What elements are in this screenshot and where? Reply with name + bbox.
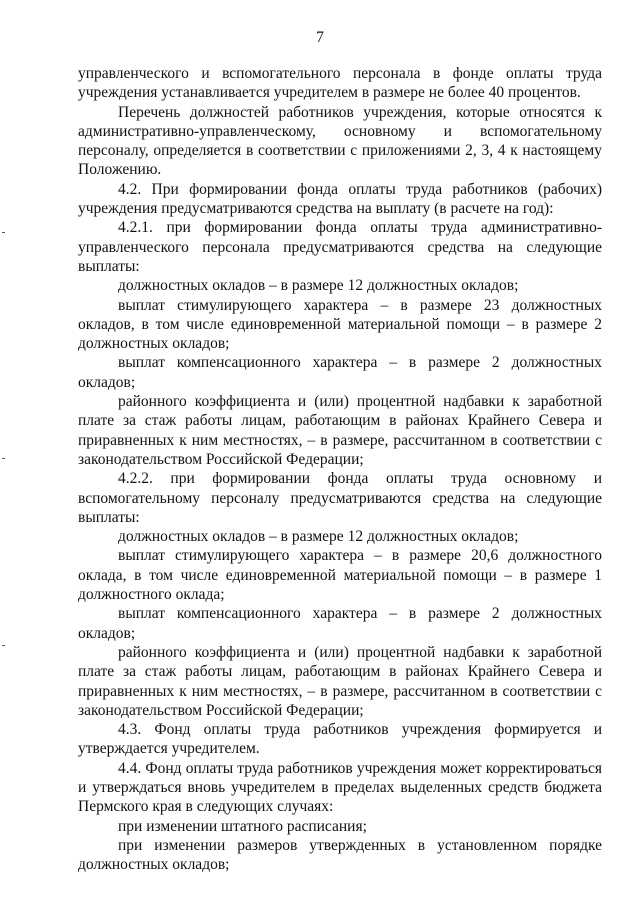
paragraph: выплат стимулирующего характера – в размере 20,6 должностного оклада, в том числе единовременной материальной помощи – в размере 1 должностного оклада; (78, 547, 602, 604)
paragraph: управленческого и вспомогательного персонала в фонде оплаты труда учреждения устанавливается учредителем в размере не более 40 процентов. (78, 65, 602, 102)
paragraph: при изменении размеров утвержденных в установленном порядке должностных окладов; (78, 836, 602, 874)
paragraph: 4.2.2. при формировании фонда оплаты труда основному и вспомогательному персоналу предусматриваются средства на следующие выплаты: (78, 470, 602, 526)
paragraph: при изменении штатного расписания; (118, 817, 367, 835)
paragraph: выплат компенсационного характера – в размере 2 должностных окладов; (78, 354, 602, 391)
paragraph: 4.2. При формировании фонда оплаты труда работников (рабочих) учреждения предусматриваются средства на выплату (в расчете на год): (78, 180, 602, 218)
page-number: 7 (316, 29, 324, 46)
paragraph: 4.4. Фонд оплаты труда работников учреждения может корректироваться и утверждаться вновь учредителем в пределах выделенных средств бюджета Пермского края в следующих случаях: (78, 759, 602, 816)
paragraph: 4.3. Фонд оплаты труда работников учреждения формируется и утверждается учредителем. (78, 721, 602, 758)
paragraph: выплат компенсационного характера – в размере 2 должностных окладов; (78, 605, 602, 642)
paragraph: должностных окладов – в размере 12 должностных окладов; (118, 528, 519, 546)
paragraph: выплат стимулирующего характера – в размере 23 должностных окладов, в том числе единовременной материальной помощи – в размере 2 должностных окладов; (78, 296, 602, 353)
paragraph: Перечень должностей работников учреждения, которые относятся к административно-управленческому, основному и вспомогательному персоналу, определяется в соответствии с приложениями 2, 3, 4 к настоящему Положению. (78, 103, 602, 179)
paragraph: 4.2.1. при формировании фонда оплаты труда административно-управленческого персонала предусматриваются средства на следующие выплаты: (78, 219, 602, 275)
paragraph: должностных окладов – в размере 12 должностных окладов; (118, 277, 519, 295)
paragraph: районного коэффициента и (или) процентной надбавки к заработной плате за стаж работы лицам, работающим в районах Крайнего Севера и приравненных к ним местностях, – в размере, рассчитанном в соответствии с законодательством Российской Федерации; (78, 643, 602, 719)
document-body (78, 64, 602, 874)
margin-mark (2, 645, 5, 646)
margin-mark (2, 232, 5, 233)
paragraph: районного коэффициента и (или) процентной надбавки к заработной плате за стаж работы лицам, работающим в районах Крайнего Севера и приравненных к ним местностях, – в размере, рассчитанном в соответствии с законодательством Российской Федерации; (78, 393, 602, 468)
margin-mark (2, 458, 5, 459)
